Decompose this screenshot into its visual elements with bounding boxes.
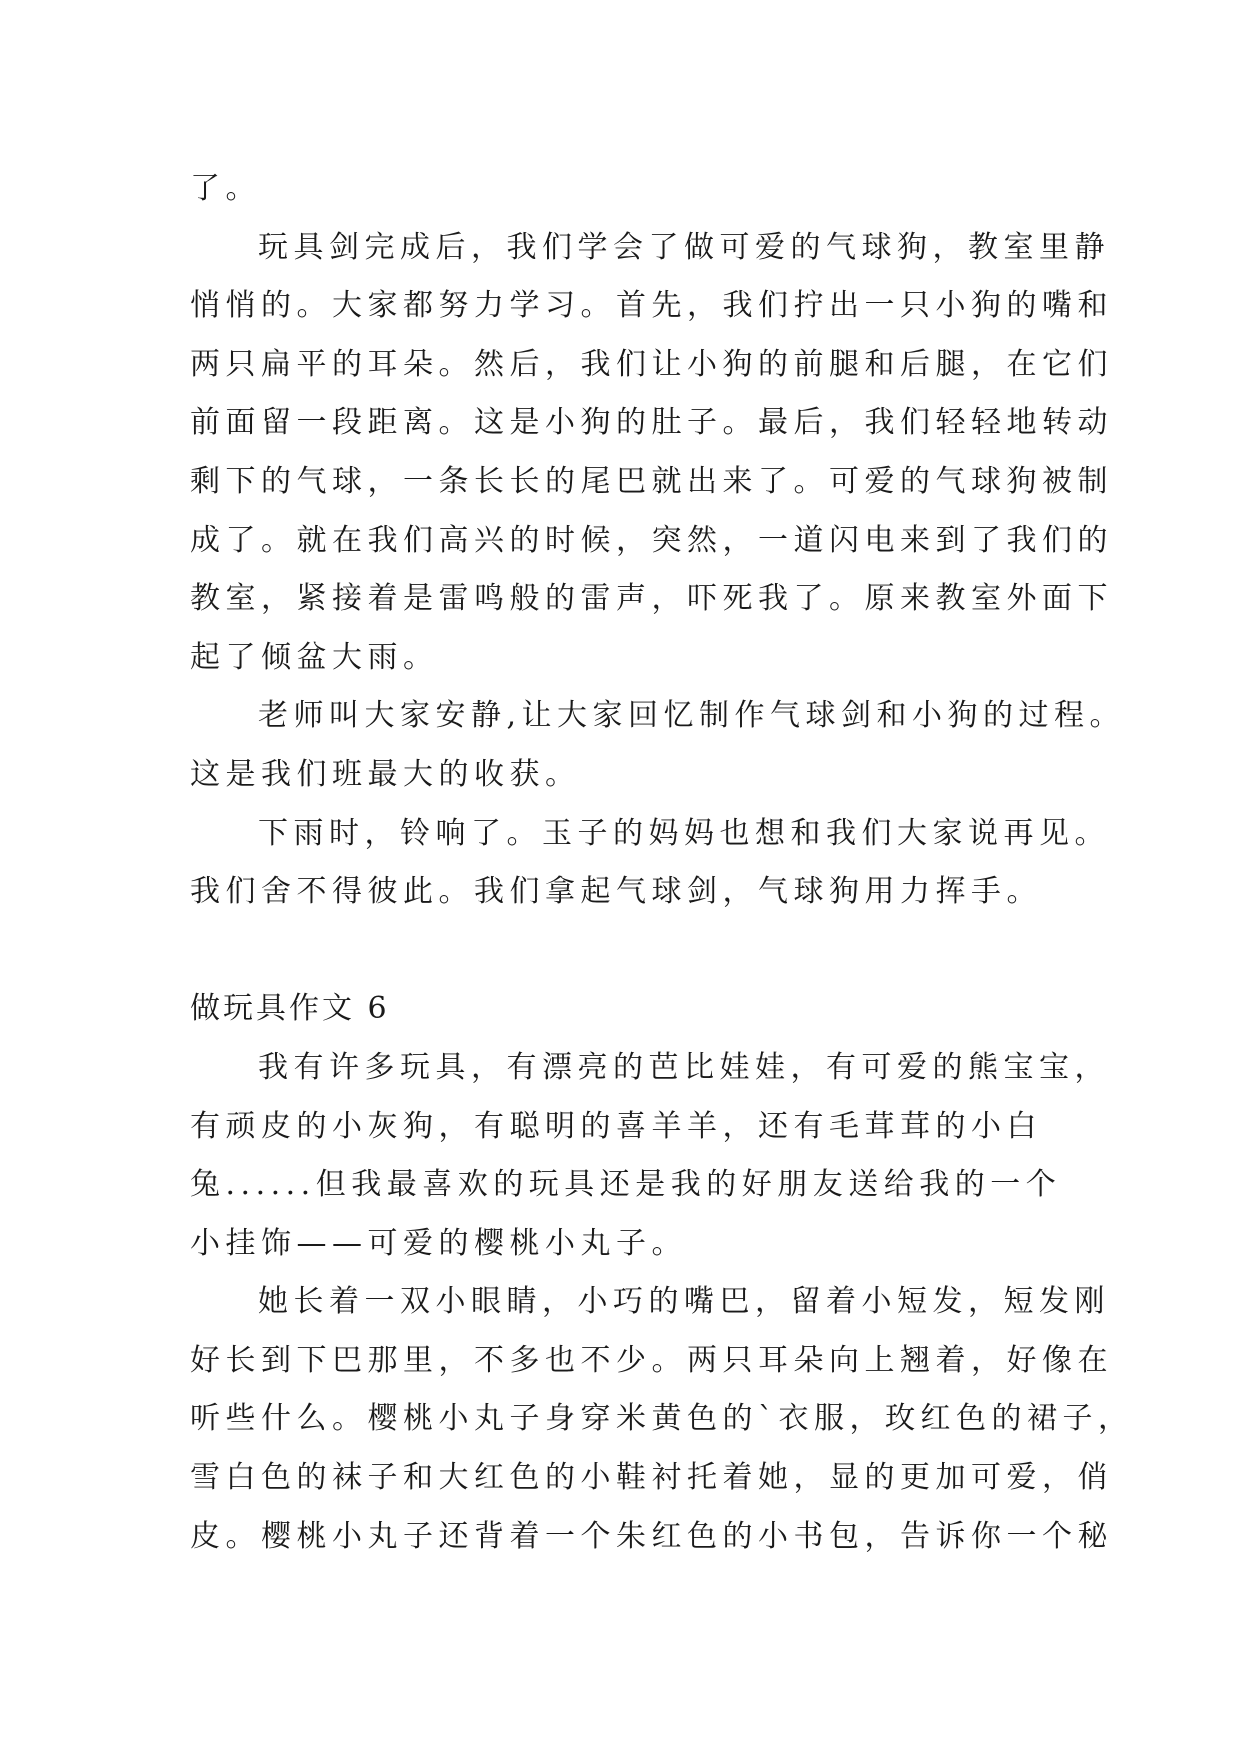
paragraph (190, 805, 1110, 922)
text-line: 前面留一段距离。这是小狗的肚子。最后，我们轻轻地转动 (190, 405, 1113, 441)
text-line: 皮。樱桃小丸子还背着一个朱红色的小书包，告诉你一个秘 (190, 1518, 1113, 1554)
paragraph (190, 160, 1056, 219)
text-line: 了。 (190, 171, 261, 206)
text-line: 小挂饰——可爱的樱桃小丸子。 (190, 1225, 687, 1261)
text-line: 老师叫大家安静,让大家回忆制作气球剑和小狗的过程。 (258, 698, 1126, 734)
blank-line (190, 922, 1056, 981)
text-line: 兔......但我最喜欢的玩具还是我的好朋友送给我的一个 (190, 1167, 1062, 1203)
text-line: 我们舍不得彼此。我们拿起气球剑，气球狗用力挥手。 (190, 874, 1042, 910)
text-line: 我有许多玩具，有漂亮的芭比娃娃，有可爱的熊宝宝， (258, 1049, 1110, 1085)
paragraph (190, 687, 1126, 804)
paragraph (190, 1273, 1134, 1566)
text-line: 她长着一双小眼睛，小巧的嘴巴，留着小短发，短发刚 (258, 1284, 1110, 1320)
document-page (190, 160, 1134, 1566)
text-line: 有顽皮的小灰狗，有聪明的喜羊羊，还有毛茸茸的小白 (190, 1108, 1042, 1144)
text-line: 悄悄的。大家都努力学习。首先，我们拧出一只小狗的嘴和 (190, 288, 1113, 324)
text-line: 雪白色的袜子和大红色的小鞋衬托着她，显的更加可爱，俏 (190, 1460, 1113, 1496)
text-line: 好长到下巴那里，不多也不少。两只耳朵向上翘着，好像在 (190, 1342, 1113, 1378)
text-line: 玩具剑完成后，我们学会了做可爱的气球狗，教室里静 (258, 229, 1110, 265)
text-line: 两只扁平的耳朵。然后，我们让小狗的前腿和后腿，在它们 (190, 346, 1113, 382)
text-line: 起了倾盆大雨。 (190, 639, 439, 675)
section-heading: 做玩具作文 6 (190, 991, 390, 1027)
text-line: 剩下的气球，一条长长的尾巴就出来了。可爱的气球狗被制 (190, 463, 1113, 499)
text-line: 这是我们班最大的收获。 (190, 756, 581, 792)
text-line: 成了。就在我们高兴的时候，突然，一道闪电来到了我们的 (190, 522, 1113, 558)
text-line: 下雨时，铃响了。玉子的妈妈也想和我们大家说再见。 (258, 815, 1110, 851)
text-line: 教室，紧接着是雷鸣般的雷声，吓死我了。原来教室外面下 (190, 581, 1113, 617)
paragraph (190, 1039, 1110, 1273)
paragraph (190, 219, 1113, 688)
text-line: 听些什么。樱桃小丸子身穿米黄色的`衣服，玫红色的裙子， (190, 1401, 1134, 1437)
